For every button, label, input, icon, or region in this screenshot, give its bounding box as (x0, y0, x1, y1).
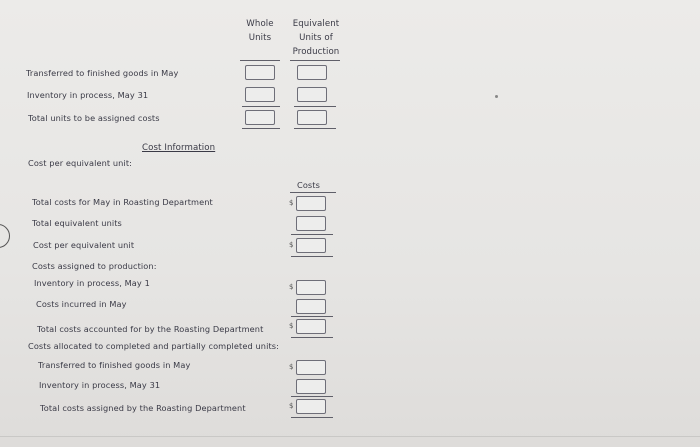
cost-information-title: Cost Information (142, 143, 216, 153)
transferred-may-cost-input[interactable] (296, 360, 326, 375)
row-label-total-costs-may: Total costs for May in Roasting Department (32, 197, 213, 207)
cost-per-equivalent-unit-heading: Cost per equivalent unit: (28, 158, 133, 168)
row-label-inventory-may31: Inventory in process, May 31 (27, 90, 149, 100)
total-assigned-double-rule (291, 417, 333, 418)
cost-per-equivalent-unit-input[interactable] (296, 238, 326, 253)
dollar-sign: $ (289, 402, 294, 410)
row-label-total-costs-accounted: Total costs accounted for by the Roasting Department (37, 324, 264, 334)
row-label-total-units: Total units to be assigned costs (28, 113, 160, 123)
total-equivalent-units-input[interactable] (296, 216, 326, 231)
focus-ring-circle (0, 224, 10, 248)
whole-units-double-rule (242, 128, 280, 129)
cursor-dot (495, 95, 498, 98)
row-label-cost-per-equivalent-unit: Cost per equivalent unit (33, 240, 135, 250)
cost-per-unit-rule (291, 234, 333, 235)
costs-header-rule (290, 192, 336, 193)
cost-per-unit-double-rule (291, 256, 333, 257)
whole-units-inventory-input[interactable] (245, 87, 275, 102)
dollar-sign: $ (289, 241, 294, 249)
equiv-units-inventory-input[interactable] (297, 87, 327, 102)
total-costs-may-input[interactable] (296, 196, 326, 211)
row-label-inventory-may1: Inventory in process, May 1 (34, 278, 150, 288)
whole-units-header: Whole Units (246, 19, 274, 43)
total-costs-accounted-input[interactable] (296, 319, 326, 334)
bottom-divider (0, 436, 700, 437)
costs-column-header: Costs (297, 180, 320, 190)
dollar-sign: $ (289, 322, 294, 330)
row-label-inventory-may31-cost: Inventory in process, May 31 (39, 380, 161, 390)
dollar-sign: $ (289, 283, 294, 291)
whole-units-total-input[interactable] (245, 110, 275, 125)
dollar-sign: $ (289, 199, 294, 207)
whole-units-total-rule (242, 106, 280, 107)
row-label-costs-allocated: Costs allocated to completed and partially completed units: (28, 341, 279, 351)
dollar-sign: $ (289, 363, 294, 371)
total-assigned-rule (291, 396, 333, 397)
inventory-may1-cost-input[interactable] (296, 280, 326, 295)
row-label-transferred-may: Transferred to finished goods in May (38, 360, 191, 370)
total-accounted-double-rule (291, 337, 333, 338)
whole-units-transferred-input[interactable] (245, 65, 275, 80)
costs-incurred-input[interactable] (296, 299, 326, 314)
equiv-units-transferred-input[interactable] (297, 65, 327, 80)
total-costs-assigned-input[interactable] (296, 399, 326, 414)
row-label-transferred: Transferred to finished goods in May (26, 68, 179, 78)
equivalent-units-rule (290, 60, 340, 61)
inventory-may31-cost-input[interactable] (296, 379, 326, 394)
row-label-costs-assigned: Costs assigned to production: (32, 261, 157, 271)
row-label-costs-incurred: Costs incurred in May (36, 299, 127, 309)
row-label-total-costs-assigned: Total costs assigned by the Roasting Department (40, 403, 246, 413)
row-label-total-equivalent-units: Total equivalent units (32, 218, 122, 228)
equiv-units-total-rule (294, 106, 336, 107)
whole-units-rule (240, 60, 280, 61)
equivalent-units-header: Equivalent Units of Production (292, 19, 340, 57)
equiv-units-double-rule (294, 128, 336, 129)
total-accounted-rule (291, 316, 333, 317)
equiv-units-total-input[interactable] (297, 110, 327, 125)
